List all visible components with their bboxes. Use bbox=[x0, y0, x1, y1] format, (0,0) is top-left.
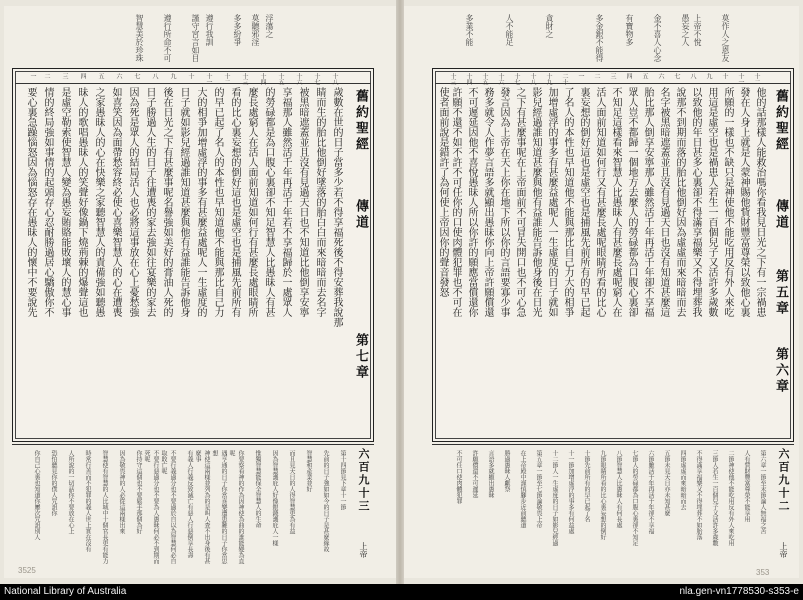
commentary-column: 六節雖活千年再活千年卻不享福 bbox=[647, 450, 654, 534]
commentary-column: 因為智慧護庇人好像銀錢護庇人一樣 bbox=[271, 450, 278, 546]
verse-number: 七 bbox=[133, 73, 140, 79]
library-name: National Library of Australia bbox=[4, 586, 127, 597]
commentary-column: 不可任口使肉體犯罪 bbox=[455, 450, 462, 504]
commentary-column: 神使這兩樣並列為的是叫人查不出身後有甚麼事 bbox=[194, 450, 210, 564]
header-note: 多多紛爭 bbox=[233, 14, 242, 46]
verse-number: 四 bbox=[625, 73, 632, 79]
verse-number: 二十 bbox=[561, 73, 568, 85]
left-main-frame bbox=[12, 68, 374, 442]
commentary-column: 十一節加增虛浮的事多有何益處 bbox=[567, 450, 574, 534]
header-note: 有寶物多 bbox=[625, 14, 634, 46]
commentary-column: 智慧和產業並好 bbox=[305, 450, 312, 492]
chapter-label: 第七章 bbox=[353, 333, 368, 381]
chapter-label: 第五章 bbox=[773, 269, 788, 317]
section-name: 上帝 bbox=[359, 542, 368, 558]
right-main-frame bbox=[432, 68, 794, 442]
verse-number: 九 bbox=[169, 73, 176, 79]
section-name: 上帝 bbox=[779, 542, 788, 558]
commentary-column: 勝過愚昧人獻祭 bbox=[503, 450, 510, 492]
commentary-column: 八節智慧人比愚昧人有何長處 bbox=[615, 450, 622, 528]
commentary-column: 不要行義過分也不要過於自以為智慧何必自取敗亡呢 bbox=[160, 450, 176, 564]
text-column: 不知足這樣看來智慧人比愚昧人有甚麼長處呢窮人在 bbox=[610, 87, 621, 317]
text-column: 看的比心裏妄想的倒好這也是虛空也是捕風先前所有 bbox=[229, 87, 240, 317]
text-column: 用這是虛空也是禍患人若生一百個兒子又活許多歲數 bbox=[706, 87, 717, 317]
header-note: 人不能足 bbox=[505, 14, 514, 46]
verse-number: 十三 bbox=[241, 73, 248, 85]
verse-number: 一 bbox=[29, 73, 36, 79]
text-column: 如喜笑因為面帶愁容終必使心喜樂智慧人的心在遭喪 bbox=[110, 87, 121, 317]
book-name: 傳道 bbox=[773, 199, 788, 231]
library-footer bbox=[0, 584, 803, 600]
commentary-column: 有義人行義反致滅亡有惡人行惡倒享長壽 bbox=[186, 450, 193, 558]
commentary-column: 先前的日子強如如今的日子是甚麼緣故 bbox=[322, 450, 329, 552]
verse-number: 十 bbox=[721, 73, 728, 79]
left-commentary bbox=[12, 444, 374, 572]
text-column: 所願的一樣也不缺只是神使他不能吃用反有外人來吃 bbox=[722, 87, 733, 317]
header-note: 莫聽邪淫 bbox=[251, 14, 260, 46]
text-column: 享福那人雖然活千年再活千年若不享福歸於一處眾人 bbox=[280, 87, 291, 317]
commentary-column: 許願償還不可遲延 bbox=[471, 450, 478, 498]
header-note: 金不喜人心念 bbox=[653, 14, 662, 62]
archive-stamp: 3525 bbox=[18, 566, 36, 575]
header-note: 愚妄之人 bbox=[681, 14, 690, 46]
commentary-column: 遇亨通的日子你當喜樂遭患難的日子你當思想 bbox=[211, 450, 227, 564]
text-column: 不可遲延因他不喜悅愚昧人所以你許的願應當償還你 bbox=[466, 87, 477, 317]
verse-number: 六 bbox=[115, 73, 122, 79]
header-note: 浮蕩之 bbox=[265, 14, 274, 38]
left-header-notes bbox=[114, 14, 284, 66]
verse-number: 五 bbox=[97, 73, 104, 79]
left-page bbox=[4, 6, 396, 578]
verse-number: 三 bbox=[609, 73, 616, 79]
text-column: 歲數在世的日子當多少若不得享福死後不得安葬我說那 bbox=[331, 87, 342, 327]
header-note: 上帝不悅 bbox=[693, 14, 702, 46]
archive-stamp: 353 bbox=[756, 568, 770, 577]
commentary-column: 人有貲財豐富尊榮不能享用 bbox=[743, 450, 750, 522]
text-column: 務多就令人作夢言語多就顯出愚昧你向上帝許願償還 bbox=[482, 87, 493, 317]
right-page bbox=[404, 6, 799, 578]
verse-number: 四 bbox=[79, 73, 86, 79]
header-note: 莫作人之恩友 bbox=[721, 14, 730, 62]
verse-number: 十八 bbox=[529, 73, 536, 85]
verse-number: 六 bbox=[657, 73, 664, 79]
commentary-column: 你要察看神的作為因神使為曲的誰能變為直呢 bbox=[228, 450, 244, 564]
verse-number: 十二 bbox=[753, 73, 760, 85]
commentary-column: 惟獨智慧能保全智慧人的生命 bbox=[254, 450, 261, 528]
right-commentary bbox=[432, 444, 794, 572]
page-number: 六百九十三 bbox=[357, 448, 370, 513]
text-column: 昧人的歌唱愚昧人的笑聲好像鍋下燒荊棘的爆聲這也 bbox=[76, 87, 87, 317]
text-column: 使者面前說是錯許了為何使上帝因你的聲音發怒 bbox=[437, 87, 448, 297]
verse-number: 一 bbox=[577, 73, 584, 79]
commentary-column: 時常行善而不犯罪的義人世上實在沒有 bbox=[84, 450, 91, 552]
text-column: 要心裏急躁惱怒因為惱怒存在愚昧人的懷中不要說先 bbox=[25, 87, 36, 317]
text-column: 日子勝過人生的日子往遭喪的家去強如往宴樂的家去 bbox=[144, 87, 155, 317]
verse-number: 十一 bbox=[737, 73, 744, 85]
verse-number: 十九 bbox=[545, 73, 552, 85]
chapter-label: 第六章 bbox=[773, 347, 788, 395]
commentary-column: 三節人若生一百個兒子又活許多歲數 bbox=[711, 450, 718, 546]
commentary-column: 不要行惡過分也不要為人愚昧何必不到期而死呢 bbox=[143, 450, 159, 564]
text-column: 麼長處窮人在活人面前知道如何行有甚麼長處眼睛所 bbox=[246, 87, 257, 317]
text-column: 裏妄想的倒好這也是虛空也是捕風先前所有的早已起 bbox=[578, 87, 589, 317]
verse-number: 十八 bbox=[331, 73, 338, 85]
commentary-column: 在上帝殿中謹慎腳步近前聽道 bbox=[519, 450, 526, 528]
text-column: 影兒經過誰知道甚麼與他有益誰能告訴他身後在日光 bbox=[530, 87, 541, 317]
text-column: 活人面前知道如何行又有甚麼長處呢眼睛所看的比心 bbox=[594, 87, 605, 317]
text-column: 的勞碌都是為口腹心裏卻不知足智慧人比愚昧人有甚 bbox=[263, 87, 274, 317]
commentary-column: 四節虛虛而來暗暗而去 bbox=[679, 450, 686, 510]
text-column: 名字被黑暗遮蓋並且沒有見過天日也沒有知道甚麼這 bbox=[658, 87, 669, 317]
commentary-column: 而且見天日的人得智慧更為有益 bbox=[288, 450, 295, 534]
verse-number: 十六 bbox=[295, 73, 302, 85]
header-note: 多業不能 bbox=[465, 14, 474, 46]
header-note: 謹守宮言如目 bbox=[191, 14, 200, 62]
commentary-column: 不得滿享福樂又不得埋葬不如胎落 bbox=[695, 450, 702, 540]
book-name: 傳道 bbox=[353, 199, 368, 231]
commentary-column: 十節先前所有的早已起了名 bbox=[583, 450, 590, 522]
text-column: 因為死是眾人的結局活人也必將這事放在心上憂愁強 bbox=[127, 87, 138, 317]
text-column: 發在人身上就是人蒙神賜他貲財豐富尊榮以致他心裏 bbox=[738, 87, 749, 317]
text-column: 是虛空勒索使智慧人變為愚妄賄賂能敗壞人的慧心事 bbox=[59, 87, 70, 317]
book-gutter bbox=[396, 0, 404, 584]
verse-number: 二 bbox=[593, 73, 600, 79]
verse-number: 五 bbox=[641, 73, 648, 79]
right-header-notes bbox=[434, 14, 734, 66]
text-column: 發言因為上帝在天上你在地下所以你的言語要寡少事 bbox=[498, 87, 509, 317]
text-column: 情的終局強如事情的起頭存心忍耐勝過居心驕傲你不 bbox=[42, 87, 53, 317]
text-column: 許願不還不如不許不可任你的口使肉體犯罪也不可在 bbox=[450, 87, 461, 317]
commentary-column: 七節人的勞碌都為口腹心裏卻不知足 bbox=[631, 450, 638, 546]
header-note: 遵行我訓 bbox=[205, 14, 214, 46]
verse-number: 十四 bbox=[259, 73, 266, 85]
commentary-column: 第六章一節至末節論人無福之苦 bbox=[759, 450, 766, 534]
text-column: 日子就如影兒經過誰知道甚麼與他有益誰能告訴他身 bbox=[178, 87, 189, 317]
commentary-column: 恐怕聽見你的僕人咒詛你 bbox=[50, 450, 57, 516]
text-column: 睛而生的胎比他倒好墜落的胎白白而來暗暗而去名字 bbox=[314, 87, 325, 317]
verse-number: 八 bbox=[151, 73, 158, 79]
verse-number: 十二 bbox=[223, 73, 230, 85]
verse-number: 九 bbox=[705, 73, 712, 79]
verse-number: 十四 bbox=[465, 73, 472, 85]
commentary-column: 第十四節見下章十一節 bbox=[339, 450, 346, 510]
verse-number: 十七 bbox=[313, 73, 320, 85]
text-column: 之下有甚麼事呢在上帝面前不可冒失開口也不可心急 bbox=[514, 87, 525, 317]
verse-number: 七 bbox=[673, 73, 680, 79]
text-column: 說那不到期而落的胎比他倒好因為虛虛而來暗暗而去 bbox=[674, 87, 685, 317]
page-number: 六百九十二 bbox=[777, 448, 790, 513]
commentary-column: 你自己心裏也知道你屢次咒詛別人 bbox=[33, 450, 40, 540]
text-column: 被黑暗遮蓋並且沒有見過天日也不知道比他倒享安寧 bbox=[297, 87, 308, 317]
book-title: 舊約聖經 bbox=[353, 89, 368, 153]
text-column: 之家愚昧人的心在快樂之家聽智慧人的責備強如聽愚 bbox=[93, 87, 104, 317]
text-column: 胎比那人倒享安寧那人雖然活千年再活千年卻不享福 bbox=[642, 87, 653, 317]
verse-number: 十 bbox=[187, 73, 194, 79]
commentary-column: 第五章一節至七節論敬畏上帝 bbox=[535, 450, 542, 528]
commentary-column: 人所說的一切話你不要放在心上 bbox=[67, 450, 74, 534]
commentary-column: 你持守這個也不要鬆手那個為好 bbox=[135, 450, 142, 534]
verse-number: 十五 bbox=[277, 73, 284, 85]
text-column: 的早已起了名人的本性也早知道他不能與那比自己力 bbox=[212, 87, 223, 317]
image-identifier: nla.gen-vn1778530-s353-e bbox=[679, 586, 799, 597]
verse-number: 二 bbox=[43, 73, 50, 79]
verse-number: 十五 bbox=[481, 73, 488, 85]
book-title: 舊約聖經 bbox=[773, 89, 788, 153]
text-column: 大的相爭加增虛浮的事多有甚麼益處呢人一生虛度的 bbox=[195, 87, 206, 317]
commentary-column: 二節神使他不能吃用反有外人來吃用 bbox=[727, 450, 734, 546]
text-column: 加增虛浮的事多有甚麼益處呢人一生虛度的日子就如 bbox=[546, 87, 557, 317]
verse-number: 十三 bbox=[449, 73, 456, 85]
commentary-column: 因為敬畏神的人必從這兩樣出來 bbox=[118, 450, 125, 534]
text-column: 後在日光之下有甚麼事呢名譽強如美好的膏油人死的 bbox=[161, 87, 172, 317]
header-note: 多金銀不能得 bbox=[595, 14, 604, 62]
text-column: 他的話那樣人能救治嗎你看我見日光之下有一宗禍患 bbox=[754, 87, 765, 317]
header-note: 智慧美於珍珠 bbox=[135, 14, 144, 62]
verse-number: 十六 bbox=[497, 73, 504, 85]
commentary-column: 言語多就顯出愚昧 bbox=[487, 450, 494, 498]
commentary-column: 九節眼睛所看的比心裏妄想的倒好 bbox=[599, 450, 606, 540]
commentary-column: 十二節人一生虛度的日子如影兒經過 bbox=[551, 450, 558, 546]
header-note: 貪財之 bbox=[545, 14, 554, 38]
commentary-column: 五節未見天日亦未知甚麼 bbox=[663, 450, 670, 516]
verse-number: 三 bbox=[61, 73, 68, 79]
text-column: 以致他的年日甚多心裏卻不得滿享福樂又不得埋葬我 bbox=[690, 87, 701, 317]
text-column: 了名人的本性也早知道他不能與那比自己力大的相爭 bbox=[562, 87, 573, 317]
verse-number: 八 bbox=[689, 73, 696, 79]
verse-number: 十一 bbox=[205, 73, 212, 85]
text-column: 眾人豈不都歸一個地方去麼人的勞碌都為口腹心裏卻 bbox=[626, 87, 637, 317]
commentary-column: 智慧使有智慧的人比城中十個官長更有能力 bbox=[101, 450, 108, 564]
header-note: 遵行所命不可 bbox=[163, 14, 172, 62]
verse-number: 十七 bbox=[513, 73, 520, 85]
